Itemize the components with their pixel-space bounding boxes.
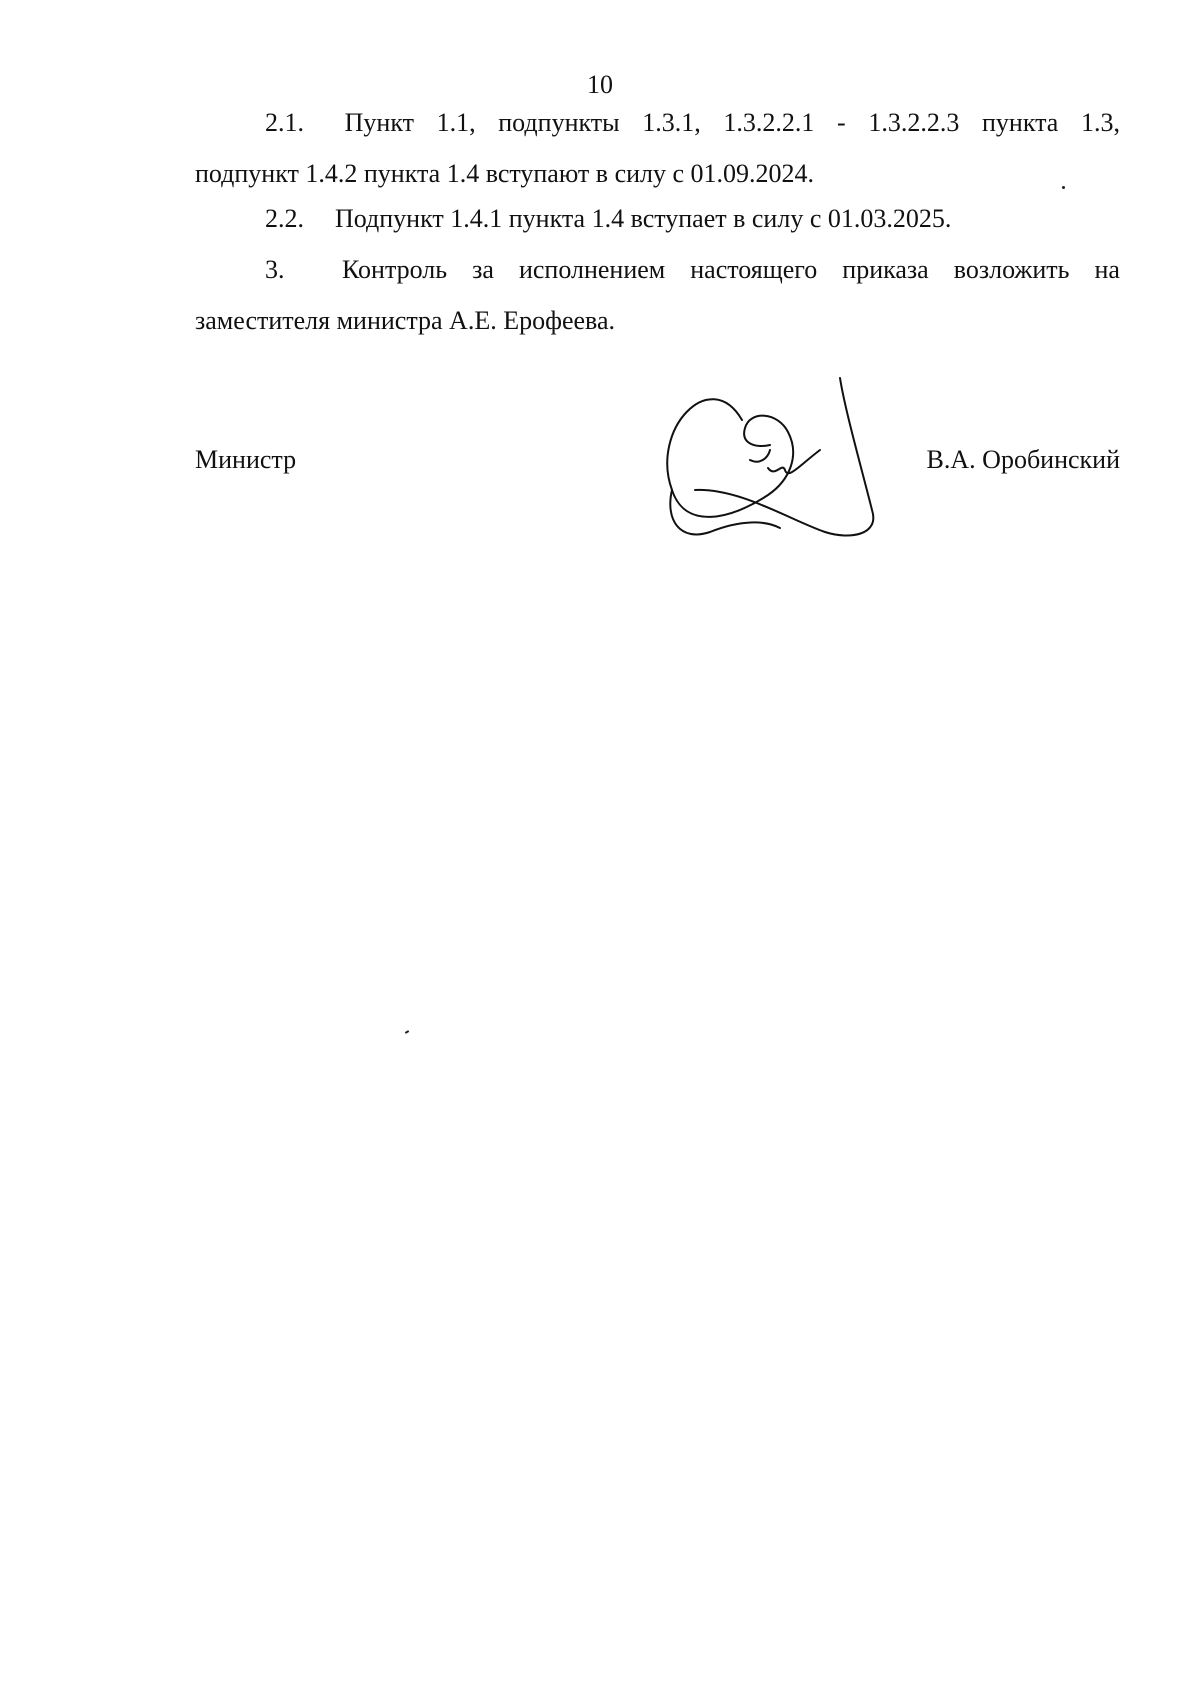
paragraph-text: Подпункт 1.4.1 пункта 1.4 вступает в силу с 01.03.2025. (335, 204, 952, 233)
word: 1.1, (436, 108, 476, 137)
word: на (1094, 255, 1120, 284)
paragraph-3-line-1 (195, 244, 1120, 295)
word: - (837, 108, 846, 137)
signatory-title: Министр (195, 445, 297, 474)
word: приказа (842, 255, 929, 284)
scan-speck (1062, 186, 1065, 189)
paragraph-3-line-2: заместителя министра А.Е. Ерофеева. (195, 306, 615, 335)
word: 1.3.2.2.1 (723, 108, 815, 137)
word: возложить (953, 255, 1070, 284)
word: 1.3.1, (642, 108, 701, 137)
word: исполнением (518, 255, 666, 284)
word: 1.3, (1080, 108, 1120, 137)
signatory-name: В.А. Оробинский (926, 445, 1120, 474)
handwritten-signature (650, 370, 910, 560)
paragraph-2-1-line-1 (195, 97, 1120, 148)
word: настоящего (690, 255, 818, 284)
paragraph-3 (195, 244, 1120, 346)
paragraph-number: 2.1. (265, 108, 304, 137)
word: Контроль (342, 255, 448, 284)
paragraph-2-1-line-2: подпункт 1.4.2 пункта 1.4 вступают в силу с 01.09.2024. (195, 159, 815, 188)
paragraph-2-2 (195, 193, 1120, 244)
paragraph-2-1 (195, 97, 1120, 199)
page-number: 10 (587, 70, 613, 99)
word: пункта (981, 108, 1059, 137)
word: 1.3.2.2.3 (868, 108, 960, 137)
paragraph-number: 2.2. (265, 204, 304, 233)
paragraph-2-2-line-1 (195, 193, 1120, 244)
word: Пункт (344, 108, 414, 137)
paragraph-number: 3. (265, 255, 285, 284)
word: за (472, 255, 494, 284)
word: подпункты (498, 108, 620, 137)
scan-speck (405, 1030, 409, 1034)
